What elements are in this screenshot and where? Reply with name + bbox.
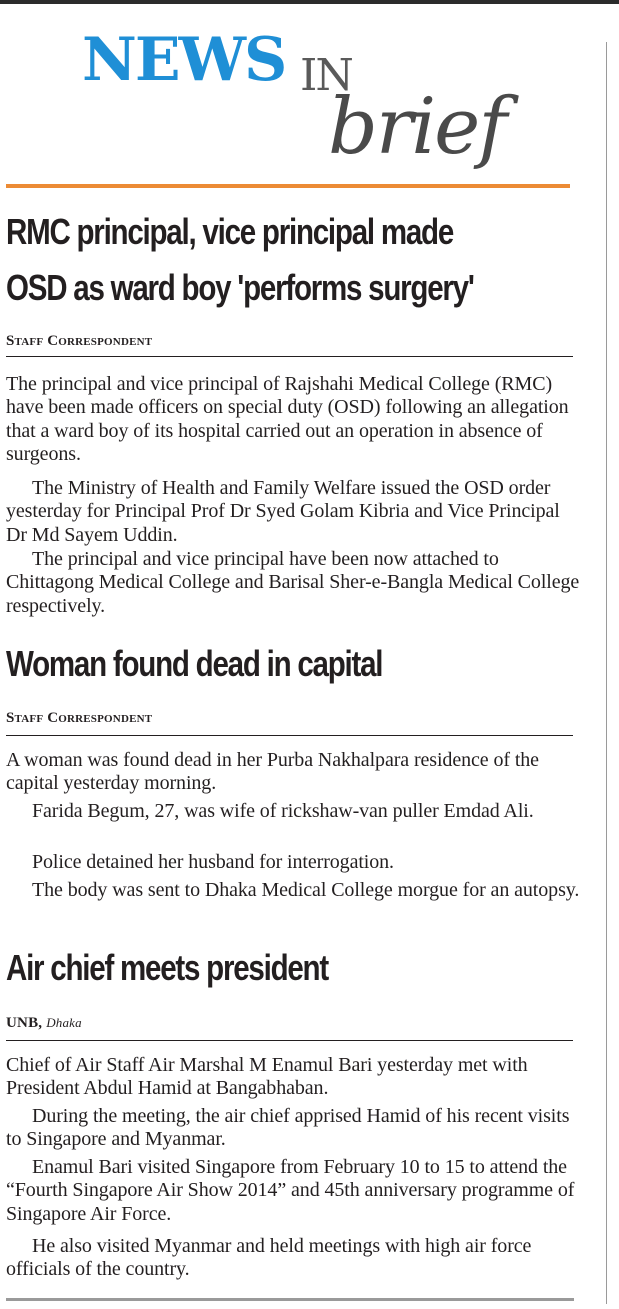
story-headline-line: Air chief meets president xyxy=(6,947,328,988)
masthead xyxy=(0,0,606,190)
story-paragraph: A woman was found dead in her Purba Nakhalpara residence of the capital yesterday morning. xyxy=(6,749,539,795)
masthead-news: NEWS xyxy=(82,25,286,95)
story-paragraph: Chief of Air Staff Air Marshal M Enamul Bari yesterday met with President Abdul Hamid at Bangabhaban. xyxy=(6,1054,528,1100)
masthead-brief: brief xyxy=(328,82,506,172)
story-paragraph: Enamul Bari visited Singapore from February 10 to 15 to attend the “Fourth Singapore Air Show 2014” and 45th anniversary programme of Singapore Air Force. xyxy=(6,1156,575,1225)
masthead-orange-rule xyxy=(6,184,570,188)
byline-rule xyxy=(6,356,573,357)
story-byline xyxy=(6,1014,82,1032)
story-paragraph: During the meeting, the air chief apprised Hamid of his recent visits to Singapore and Myanmar. xyxy=(6,1105,570,1151)
story-paragraph: The Ministry of Health and Family Welfare issued the OSD order yesterday for Principal Prof Dr Syed Golam Kibria and Vice Principal Dr Md Sayem Uddin. xyxy=(6,477,560,546)
story-paragraph: The body was sent to Dhaka Medical College morgue for an autopsy. xyxy=(32,879,580,901)
byline-rule xyxy=(6,1040,573,1041)
masthead-in: IN xyxy=(300,50,352,101)
story-byline: Staff Correspondent xyxy=(6,710,153,726)
story-headline xyxy=(6,940,491,996)
story-paragraph: The principal and vice principal of Rajshahi Medical College (RMC) have been made officers on special duty (OSD) following an allegation that a ward boy of its hospital carried out an operation in absence of surgeons. xyxy=(6,373,569,465)
story-headline-line: OSD as ward boy 'performs surgery' xyxy=(6,267,474,308)
byline-agency: UNB, xyxy=(6,1015,43,1031)
story-byline: Staff Correspondent xyxy=(6,333,153,349)
story-headline-line: Woman found dead in capital xyxy=(6,643,383,684)
column-divider-rule xyxy=(606,42,607,1304)
byline-rule xyxy=(6,735,573,736)
story-paragraph: Police detained her husband for interrogation. xyxy=(32,851,394,873)
story-headline-line: RMC principal, vice principal made xyxy=(6,211,454,252)
story-headline xyxy=(6,204,491,316)
bottom-rule xyxy=(6,1298,574,1301)
byline-place: Dhaka xyxy=(46,1015,82,1030)
story-paragraph: He also visited Myanmar and held meetings with high air force officials of the country. xyxy=(6,1235,532,1281)
story-paragraph: The principal and vice principal have been now attached to Chittagong Medical College and Barisal Sher-e-Bangla Medical College respectively. xyxy=(6,548,580,617)
story-headline xyxy=(6,636,491,692)
story-paragraph: Farida Begum, 27, was wife of rickshaw-van puller Emdad Ali. xyxy=(32,800,534,822)
